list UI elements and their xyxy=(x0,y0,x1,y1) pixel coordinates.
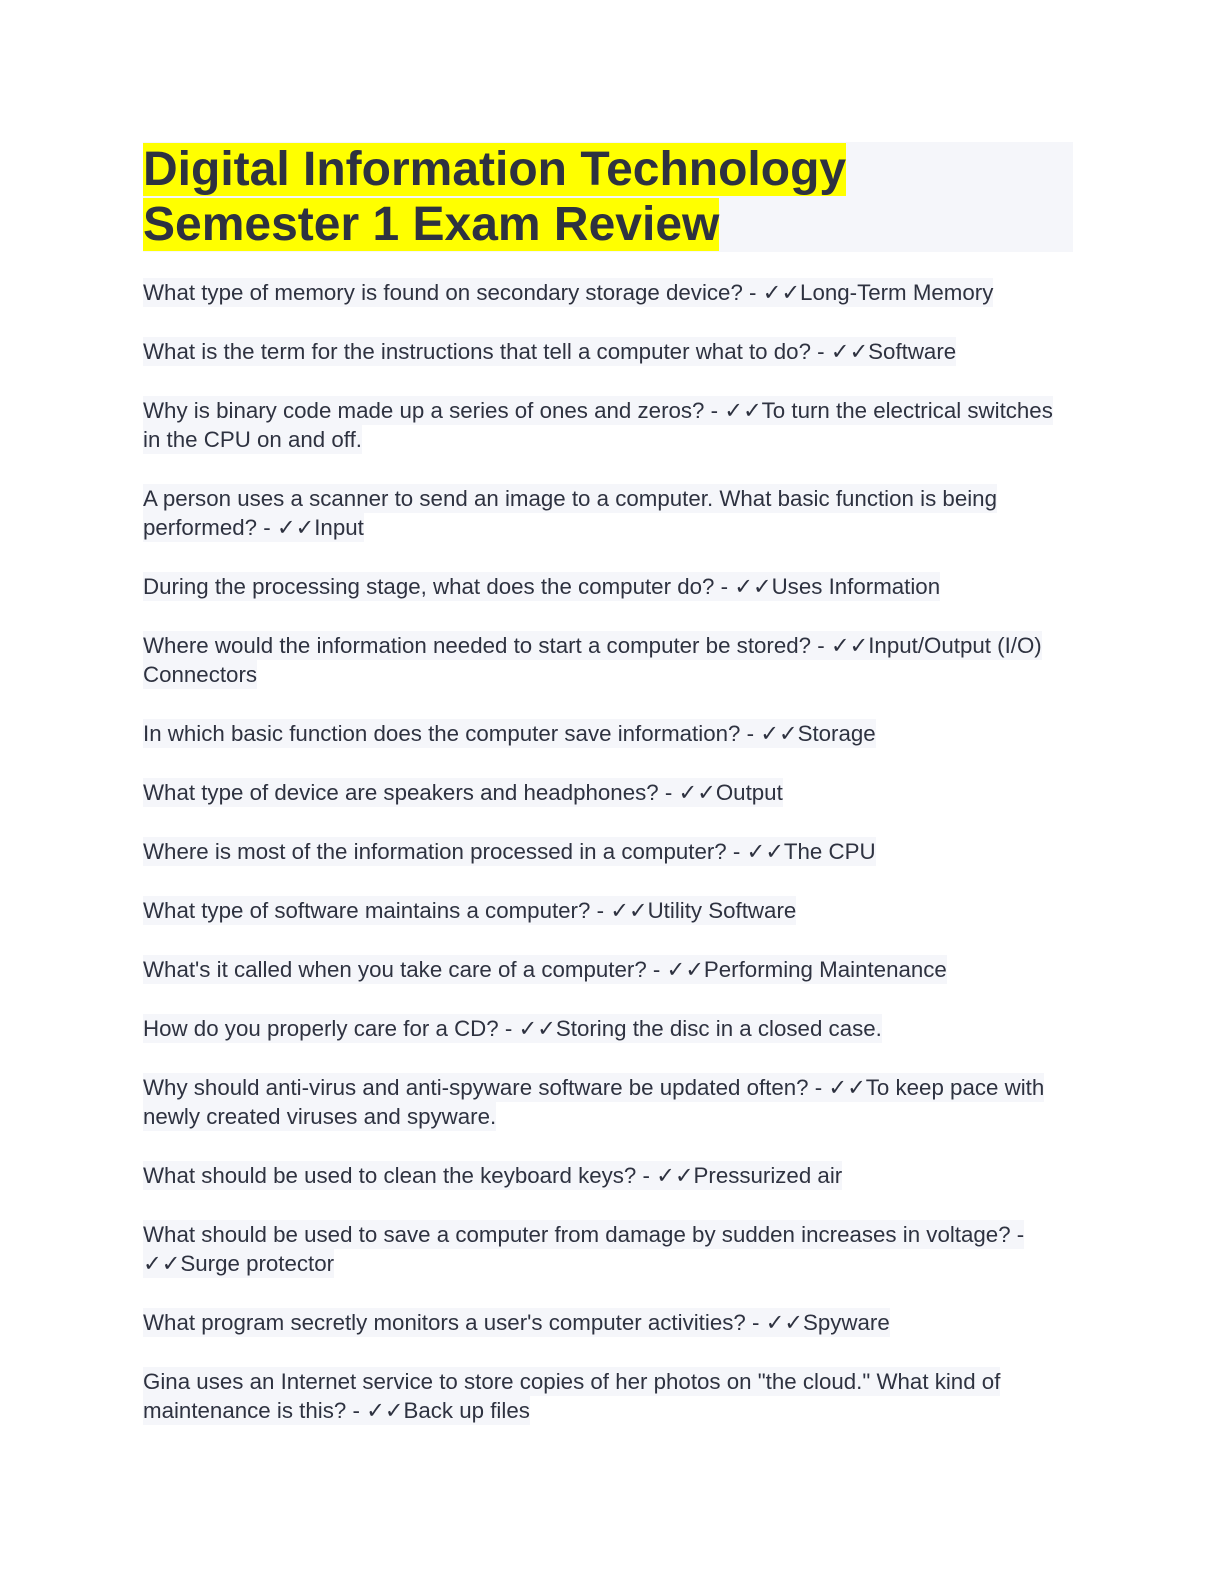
qa-highlight xyxy=(143,955,947,984)
qa-highlight xyxy=(143,719,876,748)
qa-item xyxy=(143,778,1073,807)
answer-text: Performing Maintenance xyxy=(703,957,947,982)
check-marks-icon: - ✓✓ xyxy=(257,515,315,540)
answer-text: Storing the disc in a closed case. xyxy=(555,1016,882,1041)
qa-item xyxy=(143,1014,1073,1043)
question-text: How do you properly care for a CD? xyxy=(143,1016,499,1041)
answer-text: To turn the electrical switches in the CPU on and off. xyxy=(143,398,1053,452)
qa-highlight xyxy=(143,1308,890,1337)
check-marks-icon: - ✓✓ xyxy=(811,633,869,658)
qa-item xyxy=(143,955,1073,984)
check-marks-icon: - ✓✓ xyxy=(810,339,869,364)
qa-highlight xyxy=(143,337,956,366)
check-marks-icon: - ✓✓ xyxy=(808,1075,866,1100)
question-text: What program secretly monitors a user's computer activities? xyxy=(143,1310,746,1335)
qa-highlight xyxy=(143,631,1042,689)
check-marks-icon: - ✓✓ xyxy=(658,780,716,805)
qa-item xyxy=(143,1367,1073,1425)
qa-item xyxy=(143,719,1073,748)
qa-item xyxy=(143,896,1073,925)
answer-text: Input/Output (I/O) Connectors xyxy=(143,633,1042,687)
qa-highlight xyxy=(143,278,993,307)
answer-text: Long-Term Memory xyxy=(800,280,994,305)
question-text: What is the term for the instructions that tell a computer what to do? xyxy=(143,339,811,364)
question-text: What type of memory is found on secondary storage device? xyxy=(143,280,743,305)
answer-text: The CPU xyxy=(783,839,876,864)
question-text: What should be used to clean the keyboard keys? xyxy=(143,1163,637,1188)
qa-item xyxy=(143,1073,1073,1131)
qa-highlight xyxy=(143,778,783,807)
qa-highlight xyxy=(143,1014,882,1043)
document-title xyxy=(143,142,1073,252)
answer-text: Software xyxy=(868,339,957,364)
qa-item xyxy=(143,1308,1073,1337)
question-text: Gina uses an Internet service to store copies of her photos on "the cloud." What kind of maintenance is this? xyxy=(143,1369,1001,1423)
answer-text: Surge protector xyxy=(180,1251,335,1276)
check-marks-icon: - ✓✓ xyxy=(745,1310,803,1335)
qa-highlight xyxy=(143,1161,842,1190)
question-text: A person uses a scanner to send an image to a computer. What basic function is being performed? xyxy=(143,486,997,540)
check-marks-icon: - ✓✓ xyxy=(590,898,648,923)
qa-item xyxy=(143,396,1073,454)
question-text: Where would the information needed to start a computer be stored? xyxy=(143,633,812,658)
title-block xyxy=(143,142,1073,252)
qa-item xyxy=(143,484,1073,542)
question-text: What's it called when you take care of a computer? xyxy=(143,957,647,982)
answer-text: Storage xyxy=(797,721,876,746)
question-text: What type of software maintains a computer? xyxy=(143,898,591,923)
title-text: Digital Information Technology Semester 1 Exam Review xyxy=(143,143,847,251)
question-text: What type of device are speakers and headphones? xyxy=(143,780,659,805)
qa-highlight xyxy=(143,396,1053,454)
answer-text: Output xyxy=(715,780,783,805)
question-text: Why is binary code made up a series of ones and zeros? xyxy=(143,398,705,423)
qa-highlight xyxy=(143,1073,1044,1131)
qa-item xyxy=(143,572,1073,601)
check-marks-icon: - ✓✓ xyxy=(143,1222,1025,1276)
qa-highlight xyxy=(143,1220,1024,1278)
answer-text: Uses Information xyxy=(771,574,941,599)
check-marks-icon: - ✓✓ xyxy=(498,1016,556,1041)
answer-text: To keep pace with newly created viruses and spyware. xyxy=(143,1075,1045,1129)
answer-text: Input xyxy=(314,515,364,540)
qa-item xyxy=(143,278,1073,307)
qa-list xyxy=(143,278,1073,1425)
qa-item xyxy=(143,337,1073,366)
document-page xyxy=(143,142,1073,1455)
qa-highlight xyxy=(143,572,940,601)
check-marks-icon: - ✓✓ xyxy=(740,721,798,746)
qa-highlight xyxy=(143,896,796,925)
question-text: What should be used to save a computer from damage by sudden increases in voltage? xyxy=(143,1222,1011,1247)
question-text: Why should anti-virus and anti-spyware software be updated often? xyxy=(143,1075,809,1100)
answer-text: Back up files xyxy=(403,1398,530,1423)
check-marks-icon: - ✓✓ xyxy=(636,1163,694,1188)
qa-item xyxy=(143,1220,1073,1278)
qa-item xyxy=(143,837,1073,866)
qa-highlight xyxy=(143,1367,1000,1425)
question-text: Where is most of the information processed in a computer? xyxy=(143,839,727,864)
check-marks-icon: - ✓✓ xyxy=(726,839,784,864)
qa-item xyxy=(143,1161,1073,1190)
check-marks-icon: - ✓✓ xyxy=(346,1398,404,1423)
question-text: In which basic function does the computer save information? xyxy=(143,721,741,746)
check-marks-icon: - ✓✓ xyxy=(714,574,772,599)
check-marks-icon: - ✓✓ xyxy=(704,398,762,423)
qa-highlight xyxy=(143,484,997,542)
answer-text: Pressurized air xyxy=(693,1163,843,1188)
qa-highlight xyxy=(143,837,876,866)
check-marks-icon: - ✓✓ xyxy=(742,280,801,305)
qa-item xyxy=(143,631,1073,689)
answer-text: Utility Software xyxy=(647,898,797,923)
check-marks-icon: - ✓✓ xyxy=(646,957,704,982)
answer-text: Spyware xyxy=(802,1310,890,1335)
question-text: During the processing stage, what does the computer do? xyxy=(143,574,715,599)
